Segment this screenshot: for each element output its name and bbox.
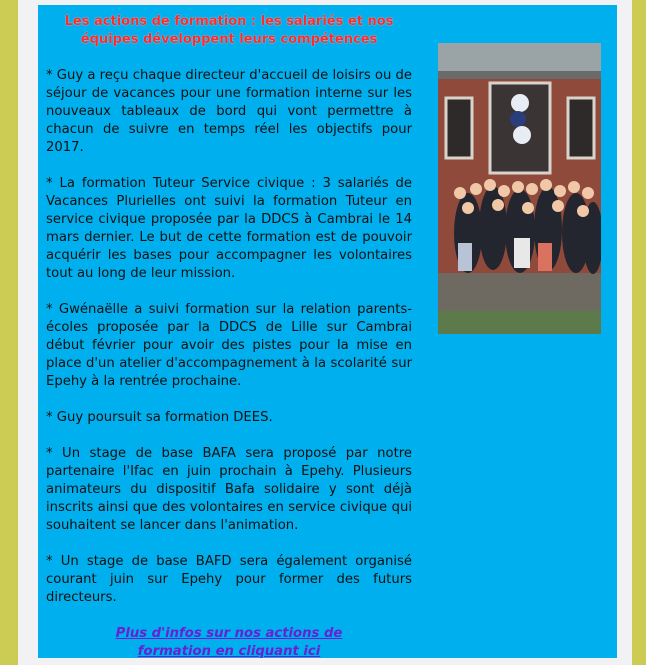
paragraph-gwenaelle: * Gwénaëlle a suivi formation sur la relation parents-écoles proposée par la DDCS de Lille sur Cambrai début février pour avoir des pistes pour la mise en place d'un atelier d'accompagnement à la scolarité sur Epehy à la rentrée prochaine. xyxy=(46,302,412,389)
paragraph-tuteur-service-civique: * La formation Tuteur Service civique : 3 salariés de Vacances Plurielles ont suivi la formation Tuteur en service civique proposée par la DDCS à Cambrai le 14 mars dernier. Le but de cette formation est de pouvoir acquérir les bases pour accompagner les volontaires tout au long de leur mission. xyxy=(46,176,412,281)
article-text xyxy=(46,13,412,661)
content-panel xyxy=(38,5,617,658)
more-info-link[interactable]: Plus d'infos sur nos actions de formation en cliquant ici xyxy=(115,626,343,659)
paragraph-guy-dees: * Guy poursuit sa formation DEES. xyxy=(46,410,273,425)
group-photo-illustration xyxy=(438,43,601,334)
group-photo xyxy=(438,43,601,334)
paragraph-bafd: * Un stage de base BAFD sera également organisé courant juin sur Epehy pour former des futurs directeurs. xyxy=(46,554,412,605)
paragraph-guy-tableaux: * Guy a reçu chaque directeur d'accueil de loisirs ou de séjour de vacances pour une formation interne sur les nouveaux tableaux de bord qui vont permettre à chacun de suivre en temps réel les objectifs pour 2017. xyxy=(46,68,412,155)
section-title: Les actions de formation : les salariés et nos équipes développent leurs compétences xyxy=(64,14,394,47)
paragraph-bafa: * Un stage de base BAFA sera proposé par notre partenaire l'Ifac en juin prochain à Epehy. Plusieurs animateurs du dispositif Bafa solidaire y sont déjà inscrits ainsi que des volontaires en service civique qui souhaitent se lancer dans l'animation. xyxy=(46,446,412,533)
